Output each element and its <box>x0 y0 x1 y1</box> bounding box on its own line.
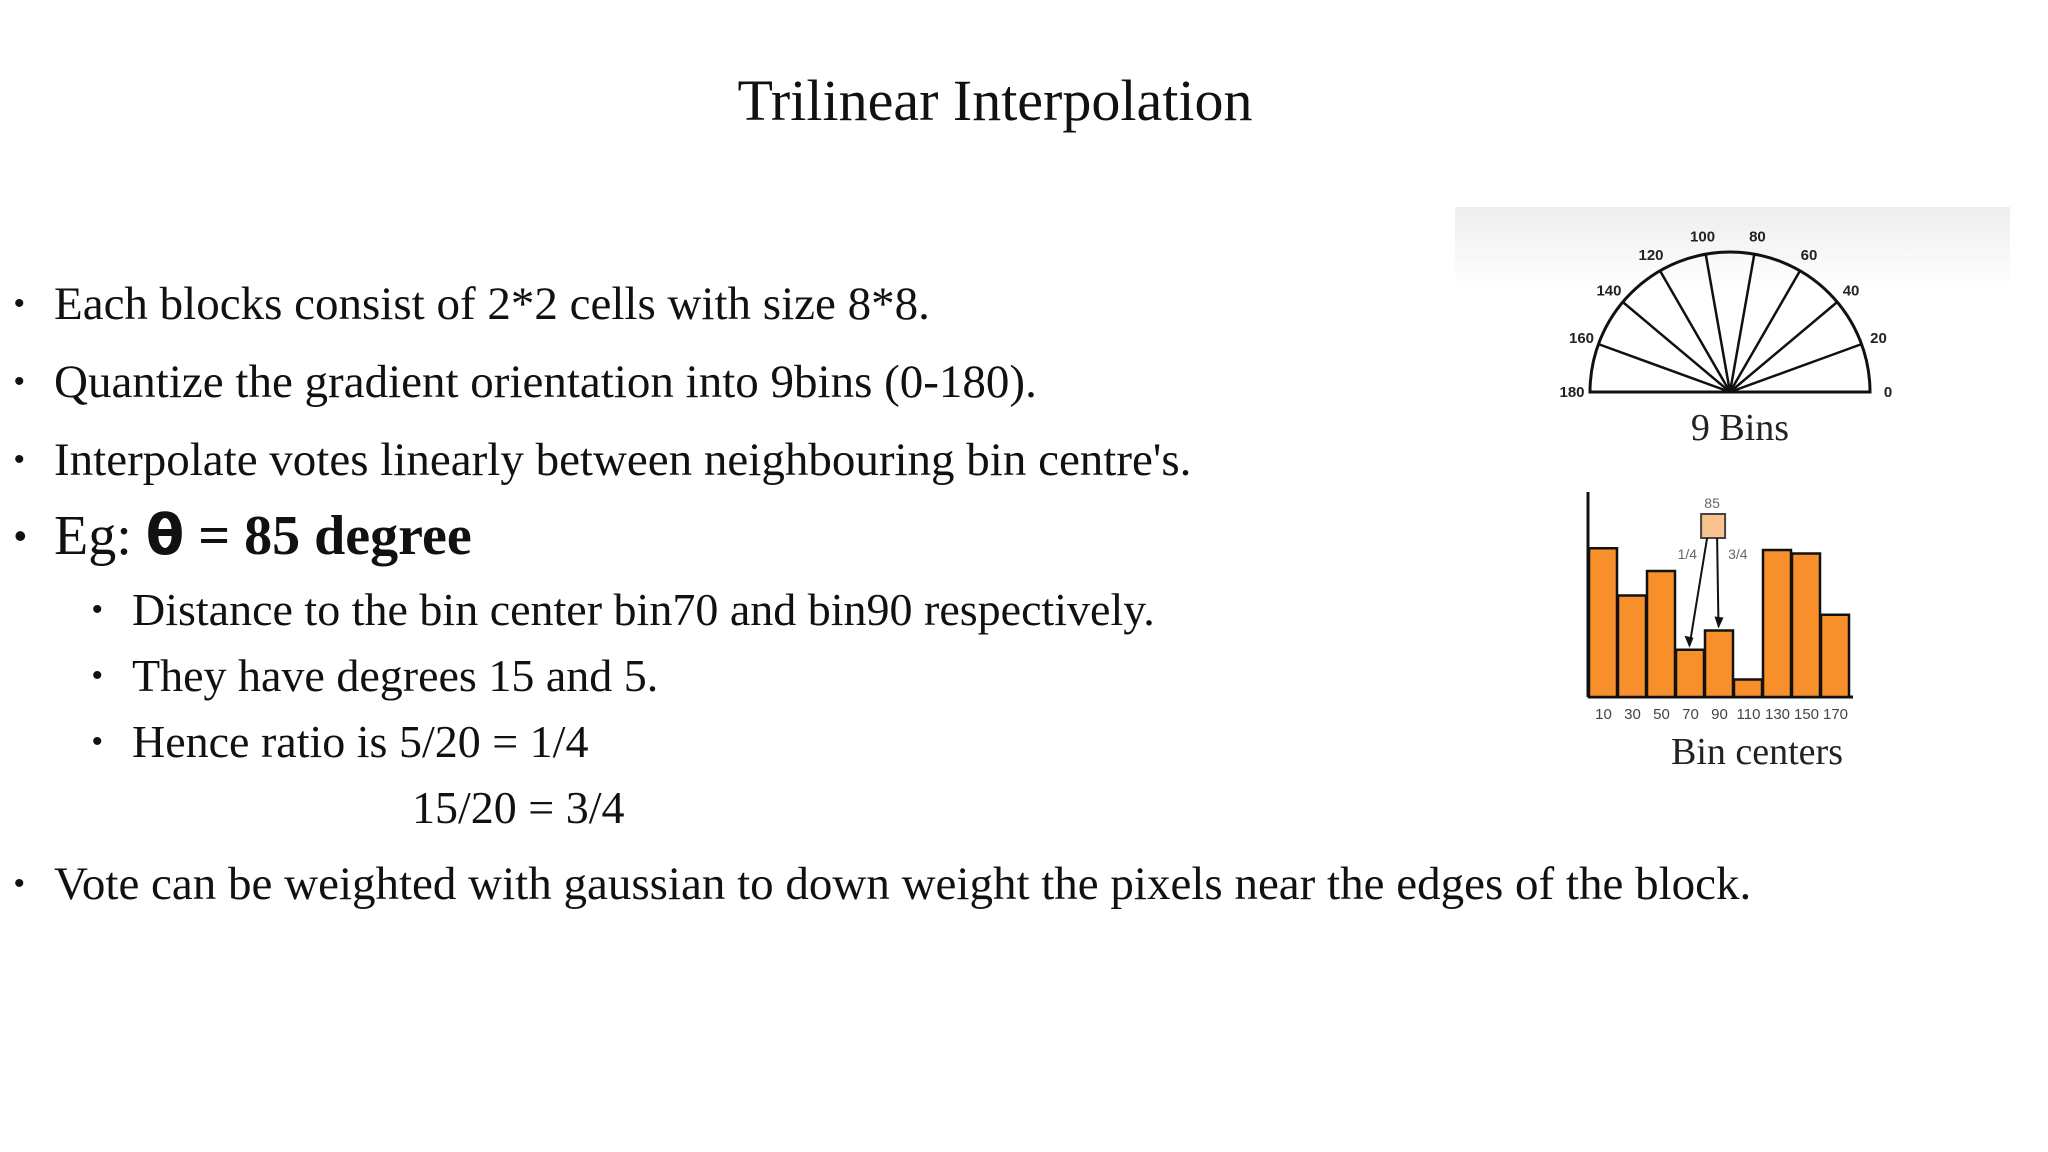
bin-center-label: 110 <box>1736 706 1761 723</box>
bullet-dot: • <box>14 515 27 556</box>
vote-box <box>1701 514 1725 538</box>
angle-label: 100 <box>1690 228 1716 246</box>
bullet-interpolate <box>14 432 1191 488</box>
histogram-bar <box>1618 596 1646 698</box>
histogram-bar <box>1792 554 1820 698</box>
histogram-bar <box>1647 571 1675 697</box>
angle-label: 180 <box>1559 384 1585 401</box>
angle-label: 0 <box>1883 384 1893 401</box>
bin-boundary-line <box>1623 302 1730 392</box>
slide-title: Trilinear Interpolation <box>737 68 1253 133</box>
bin-center-label: 70 <box>1682 706 1699 723</box>
bin-center-label: 90 <box>1711 706 1728 723</box>
angle-label: 80 <box>1749 228 1766 246</box>
bullet-quantize <box>14 354 1037 410</box>
sub-bullet-degrees <box>92 648 658 704</box>
ratio-continuation: 15/20 = 3/4 <box>412 782 625 833</box>
histogram-caption: Bin centers <box>1670 731 1844 773</box>
left-arrow-head <box>1685 636 1694 648</box>
bin-boundary-line <box>1598 344 1730 392</box>
bin-boundary-line <box>1730 302 1837 392</box>
histogram-bar <box>1734 680 1762 698</box>
sub-bullet-ratio <box>92 714 588 770</box>
theta-symbol: θ <box>145 503 185 568</box>
sub-bullet-text: Distance to the bin center bin70 and bin90 respectively. <box>132 584 1155 635</box>
semicircle-outline <box>1590 252 1870 392</box>
histogram <box>1588 492 1853 723</box>
bullet-dot: • <box>14 867 25 900</box>
bullet-dot: • <box>14 287 25 320</box>
bullet-text: Interpolate votes linearly between neighbouring bin centre's. <box>54 434 1192 486</box>
bin-center-label: 170 <box>1822 706 1849 723</box>
bin-center-label: 130 <box>1764 706 1791 723</box>
angle-label: 40 <box>1842 282 1860 300</box>
sub-bullet-dot: • <box>92 725 103 758</box>
histogram-bar <box>1821 615 1849 697</box>
histogram-bar <box>1763 550 1791 697</box>
bullet-blocks <box>14 276 930 332</box>
sub-bullet-text: They have degrees 15 and 5. <box>132 650 659 701</box>
histogram-bar <box>1676 650 1704 697</box>
bullet-text: Quantize the gradient orientation into 9bins (0-180). <box>54 356 1037 408</box>
sub-bullet-text: Hence ratio is 5/20 = 1/4 <box>132 716 589 767</box>
histogram-bar <box>1589 548 1617 697</box>
sub-bullet-distance <box>92 582 1155 638</box>
bullet-example <box>14 503 472 568</box>
left-ratio-label: 1/4 <box>1677 546 1698 562</box>
semicircle-diagram <box>1559 228 1892 401</box>
bin-center-label: 10 <box>1595 706 1612 723</box>
right-ratio-label: 3/4 <box>1728 546 1748 562</box>
vote-value-label: 85 <box>1704 495 1720 511</box>
angle-label: 140 <box>1596 282 1622 300</box>
bin-boundary-line <box>1730 344 1862 392</box>
sub-bullet-dot: • <box>92 659 103 692</box>
bullet-text: Each blocks consist of 2*2 cells with size 8*8. <box>54 278 930 330</box>
example-prefix: Eg: <box>54 505 146 567</box>
angle-label: 120 <box>1638 247 1664 265</box>
bullet-dot: • <box>14 365 25 398</box>
angle-label: 20 <box>1870 329 1887 347</box>
bin-center-label: 150 <box>1793 706 1820 723</box>
hog-binning-figure <box>1455 207 2010 787</box>
bullet-text: Vote can be weighted with gaussian to down weight the pixels near the edges of the block. <box>54 858 1752 910</box>
bullet-gaussian <box>14 856 1751 912</box>
right-vote-arrow <box>1717 538 1718 627</box>
angle-label: 60 <box>1800 247 1818 265</box>
example-equation: = 85 degree <box>184 505 472 567</box>
figure-svg <box>1455 207 2010 787</box>
bin-center-label: 50 <box>1653 706 1670 723</box>
histogram-bar <box>1705 631 1733 698</box>
semicircle-caption: 9 Bins <box>1690 407 1790 449</box>
bullet-dot: • <box>14 443 25 476</box>
angle-label: 160 <box>1569 329 1595 347</box>
right-arrow-head <box>1715 617 1724 629</box>
sub-bullet-dot: • <box>92 593 103 626</box>
bin-center-label: 30 <box>1624 706 1641 723</box>
